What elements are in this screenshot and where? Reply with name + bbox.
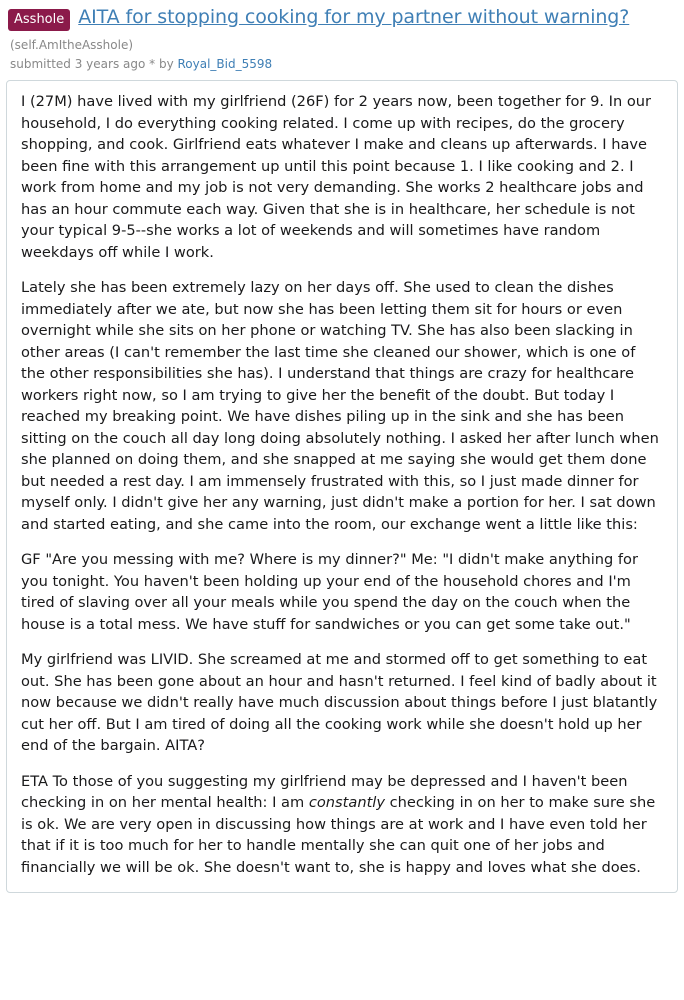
post-paragraph-eta (21, 771, 663, 879)
eta-emphasis: constantly (308, 794, 385, 811)
post-paragraph: I (27M) have lived with my girlfriend (26F) for 2 years now, been together for 9. In our household, I do everything cooking related. I come up with recipes, do the grocery shopping, and cook. Girlfriend eats whatever I make and cleans up afterwards. I have been fine with this arrangement up until this point because 1. I like cooking and 2. I work from home and my job is not very demanding. She works 2 healthcare jobs and has an hour commute each way. Given that she is in healthcare, her schedule is not your typical 9-5--she works a lot of weekends and will sometimes have random weekdays off while I work. (21, 93, 652, 261)
submitted-text: submitted 3 years ago * by (10, 57, 178, 71)
eta-text-after: checking in on her to make sure she is ok. We are very open in discussing how things are at work and I have even told her that if it is too much for her to handle mentally she can quit one of her jobs and financially we will be ok. She doesn't want to, she is happy and loves what she does. (21, 794, 656, 876)
post-subreddit: (self.AmItheAsshole) (10, 38, 134, 52)
post-flair-badge[interactable]: Asshole (8, 9, 70, 31)
post-title-row (8, 6, 676, 31)
eta-text-before: ETA To those of you suggesting my girlfriend may be depressed and I haven't been checking in on her mental health: I am (21, 772, 628, 811)
post-header (0, 0, 684, 71)
post-body (6, 80, 678, 893)
post-paragraph: Lately she has been extremely lazy on her days off. She used to clean the dishes immediately after we ate, but now she has been letting them sit for hours or even overnight while she sits on her phone or watching TV. She has also been slacking in other areas (I can't remember the last time she cleaned our shower, which is one of the other responsibilities she has). I understand that things are crazy for healthcare workers right now, so I am trying to give her the benefit of the doubt. But today I reached my breaking point. We have dishes piling up in the sink and she has been sitting on the couch all day long doing absolutely nothing. I asked her after lunch when she planned on doing them, and she snapped at me saying she would get them done but needed a rest day. I am immensely frustrated with this, so I just made dinner for myself only. I didn't give her any warning, just didn't make a portion for her. I sat down and started eating, and she came into the room, our exchange went a little like this: (21, 279, 659, 533)
post-submitted-line (10, 57, 676, 71)
post-paragraph: My girlfriend was LIVID. She screamed at me and stormed off to get something to eat out. She has been gone about an hour and hasn't returned. I feel kind of badly about it now because we didn't really have much discussion about things before I just blatantly cut her off. But I am tired of doing all the cooking work while she doesn't hold up her end of the bargain. AITA? (21, 651, 658, 754)
post-title-link[interactable]: AITA for stopping cooking for my partner without warning? (78, 6, 630, 28)
post-paragraph: GF "Are you messing with me? Where is my dinner?" Me: "I didn't make anything for you tonight. You haven't been holding up your end of the household chores and I'm tired of slaving over all your meals while you spend the day on the couch when the house is a total mess. We have stuff for sandwiches or you can get some take out." (21, 551, 638, 633)
post-author-link[interactable]: Royal_Bid_5598 (177, 57, 273, 71)
